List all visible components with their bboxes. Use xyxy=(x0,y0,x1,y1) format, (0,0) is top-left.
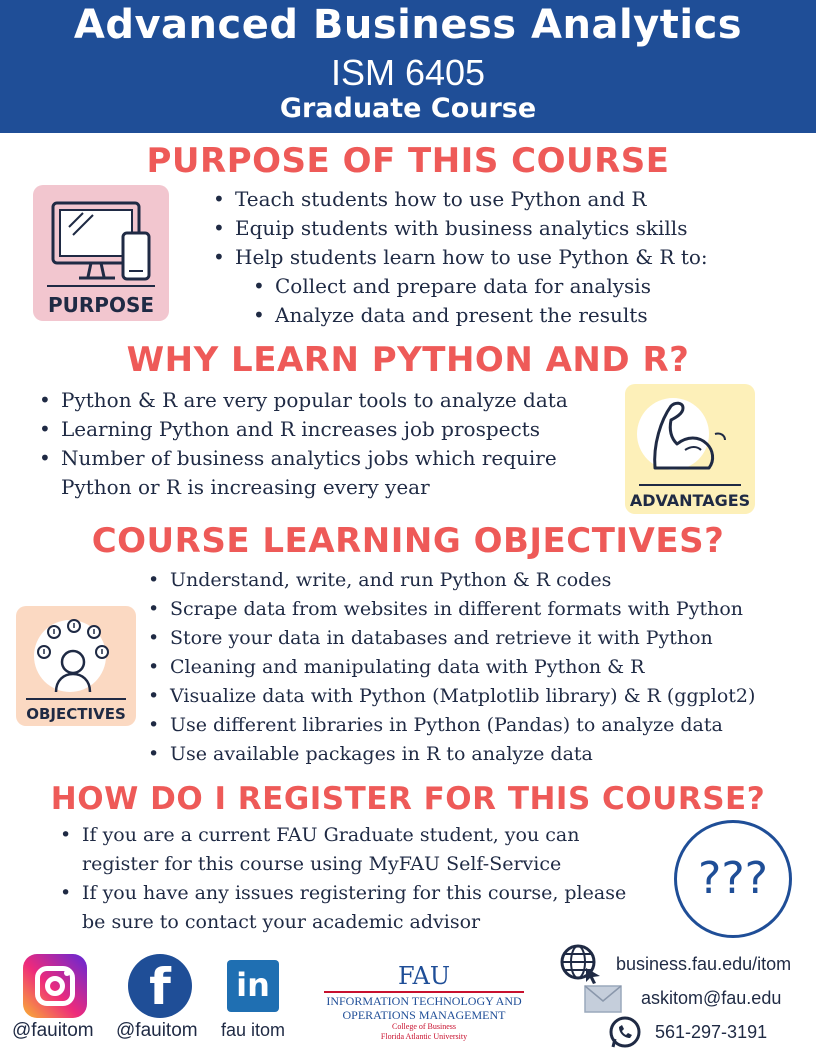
question-marks-icon xyxy=(674,820,792,938)
list-item xyxy=(56,908,626,937)
list-item: • Cleaning and manipulating data with Python & R xyxy=(144,653,755,682)
logo-line1: INFORMATION TECHNOLOGY AND xyxy=(326,994,522,1008)
advantages-badge xyxy=(625,384,755,514)
logo-line4: Florida Atlantic University xyxy=(380,1032,468,1041)
objectives-badge xyxy=(16,606,136,726)
list-item: • Scrape data from websites in different formats with Python xyxy=(144,595,755,624)
envelope-icon xyxy=(584,985,622,1013)
list-item: • Number of business analytics jobs which require xyxy=(35,444,568,473)
why-list xyxy=(35,386,568,502)
list-item: • Analyze data and present the results xyxy=(209,300,708,330)
why-heading: WHY LEARN PYTHON AND R? xyxy=(126,340,690,380)
list-item xyxy=(35,473,568,502)
advantages-badge-label: ADVANTAGES xyxy=(629,491,751,510)
objectives-heading: COURSE LEARNING OBJECTIVES? xyxy=(91,521,725,561)
purpose-list xyxy=(209,185,708,330)
purpose-badge xyxy=(33,185,169,321)
fau-itom-logo xyxy=(320,962,528,1042)
list-item: • Visualize data with Python (Matplotlib library) & R (ggplot2) xyxy=(144,682,755,711)
phone-number[interactable]: 561-297-3191 xyxy=(655,1022,768,1042)
list-item: • Learning Python and R increases job prospects xyxy=(35,415,568,444)
whatsapp-phone-icon xyxy=(608,1016,642,1050)
facebook-glyph: f xyxy=(149,958,171,1016)
logo-line3: College of Business xyxy=(392,1022,456,1031)
question-marks-text: ??? xyxy=(697,853,769,904)
list-item xyxy=(56,850,626,879)
facebook-handle[interactable]: @fauitom xyxy=(116,1020,198,1041)
instagram-handle[interactable]: @fauitom xyxy=(12,1020,94,1041)
register-heading: HOW DO I REGISTER FOR THIS COURSE? xyxy=(50,781,766,817)
list-item: • Python & R are very popular tools to analyze data xyxy=(35,386,568,415)
header-banner xyxy=(0,0,816,133)
email-link[interactable]: askitom@fau.edu xyxy=(641,988,782,1008)
list-item: • Collect and prepare data for analysis xyxy=(209,272,708,300)
page-title: Advanced Business Analytics xyxy=(73,2,743,48)
list-item: • Teach students how to use Python and R xyxy=(209,185,708,214)
logo-line2: OPERATIONS MANAGEMENT xyxy=(342,1008,506,1022)
linkedin-glyph: in xyxy=(236,966,270,1004)
logo-mark: FAU xyxy=(397,962,451,990)
purpose-badge-label: PURPOSE xyxy=(47,293,155,317)
globe-icon xyxy=(560,944,602,984)
list-item: • Help students learn how to use Python & R to: xyxy=(209,243,708,272)
register-list xyxy=(56,821,626,937)
instagram-icon[interactable] xyxy=(23,954,87,1018)
website-link[interactable]: business.fau.edu/itom xyxy=(616,954,792,974)
list-item: • Use different libraries in Python (Pandas) to analyze data xyxy=(144,711,755,740)
list-item: • Understand, write, and run Python & R codes xyxy=(144,566,755,595)
list-item: • Equip students with business analytics skills xyxy=(209,214,708,243)
purpose-heading: PURPOSE OF THIS COURSE xyxy=(146,141,670,181)
course-code: ISM 6405 xyxy=(330,52,486,93)
list-item-continuation: Python or R is increasing every year xyxy=(61,475,430,499)
objectives-badge-label: OBJECTIVES xyxy=(26,705,126,723)
list-item: • If you have any issues registering for this course, please xyxy=(56,879,626,908)
course-subtitle: Graduate Course xyxy=(279,93,537,124)
linkedin-handle[interactable]: fau itom xyxy=(221,1020,286,1040)
list-item: • If you are a current FAU Graduate student, you can xyxy=(56,821,626,850)
linkedin-icon[interactable] xyxy=(227,960,279,1012)
objectives-list xyxy=(144,566,755,769)
list-item: • Store your data in databases and retrieve it with Python xyxy=(144,624,755,653)
list-item: • Use available packages in R to analyze data xyxy=(144,740,755,769)
facebook-icon[interactable] xyxy=(128,954,192,1018)
list-item-continuation: be sure to contact your academic advisor xyxy=(82,911,481,933)
list-item-continuation: register for this course using MyFAU Self-Service xyxy=(82,853,562,875)
